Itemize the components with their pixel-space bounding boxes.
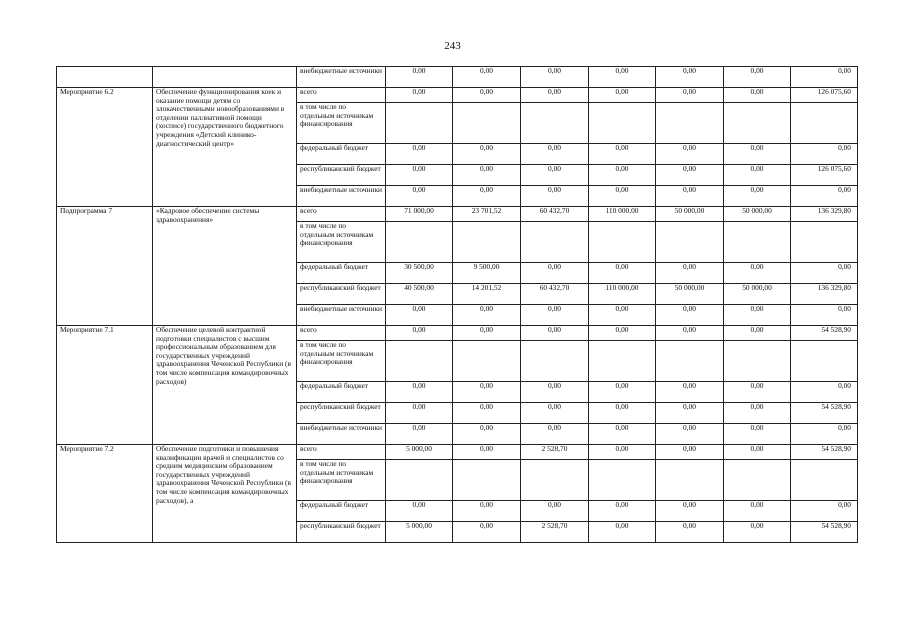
value-cell: 0,00 (386, 382, 453, 403)
value-cell: 50 000,00 (656, 284, 724, 305)
value-cell: 0,00 (589, 88, 656, 103)
funding-source-cell: внебюджетные источники (297, 186, 386, 207)
value-cell: 0,00 (521, 67, 589, 88)
value-cell: 0,00 (453, 67, 521, 88)
value-cell: 0,00 (656, 67, 724, 88)
value-cell: 0,00 (453, 501, 521, 522)
value-cell: 0,00 (724, 305, 791, 326)
value-cell (724, 341, 791, 382)
value-cell: 0,00 (724, 186, 791, 207)
value-cell: 0,00 (791, 501, 858, 522)
value-cell: 0,00 (386, 144, 453, 165)
value-cell: 0,00 (724, 382, 791, 403)
value-cell (589, 222, 656, 263)
value-cell (521, 103, 589, 144)
value-cell (453, 341, 521, 382)
value-cell: 0,00 (724, 522, 791, 543)
program-cell: Мероприятие 7.1 (57, 326, 153, 445)
description-cell: Обеспечение целевой контрактной подготовки специалистов с высшим профессиональным образованием для государственных учреждений здравоохранения Чеченской Республики (в том числе компенсация командировочных расходов) (153, 326, 297, 445)
value-cell: 0,00 (791, 186, 858, 207)
value-cell: 0,00 (589, 326, 656, 341)
description-cell: «Кадровое обеспечение системы здравоохранения» (153, 207, 297, 326)
value-cell (656, 103, 724, 144)
value-cell (521, 460, 589, 501)
value-cell (791, 222, 858, 263)
value-cell: 0,00 (453, 144, 521, 165)
funding-source-cell: всего (297, 445, 386, 460)
value-cell: 0,00 (724, 263, 791, 284)
value-cell: 0,00 (656, 326, 724, 341)
value-cell (386, 341, 453, 382)
funding-source-cell: в том числе по отдельным источникам финансирования (297, 341, 386, 382)
value-cell (656, 222, 724, 263)
value-cell (386, 460, 453, 501)
value-cell: 0,00 (724, 88, 791, 103)
value-cell: 0,00 (656, 424, 724, 445)
value-cell: 14 201,52 (453, 284, 521, 305)
value-cell (656, 341, 724, 382)
table-row (57, 445, 858, 460)
value-cell (724, 103, 791, 144)
value-cell: 0,00 (589, 424, 656, 445)
funding-source-cell: в том числе по отдельным источникам финансирования (297, 460, 386, 501)
value-cell: 0,00 (521, 424, 589, 445)
value-cell: 126 075,60 (791, 165, 858, 186)
value-cell: 0,00 (386, 186, 453, 207)
funding-source-cell: внебюджетные источники (297, 67, 386, 88)
value-cell: 0,00 (521, 144, 589, 165)
funding-source-cell: федеральный бюджет (297, 263, 386, 284)
budget-table (56, 66, 858, 543)
value-cell: 54 528,90 (791, 522, 858, 543)
value-cell (521, 341, 589, 382)
value-cell: 136 329,80 (791, 284, 858, 305)
value-cell: 0,00 (386, 326, 453, 341)
value-cell: 0,00 (724, 165, 791, 186)
value-cell (589, 103, 656, 144)
funding-source-cell: всего (297, 88, 386, 103)
value-cell: 0,00 (656, 522, 724, 543)
table-row (57, 326, 858, 341)
value-cell: 30 500,00 (386, 263, 453, 284)
value-cell: 0,00 (386, 501, 453, 522)
value-cell (724, 222, 791, 263)
value-cell: 0,00 (656, 263, 724, 284)
value-cell: 0,00 (791, 424, 858, 445)
value-cell: 0,00 (521, 305, 589, 326)
value-cell: 0,00 (453, 445, 521, 460)
value-cell: 5 000,00 (386, 522, 453, 543)
value-cell: 50 000,00 (724, 284, 791, 305)
value-cell: 0,00 (589, 165, 656, 186)
value-cell: 0,00 (521, 165, 589, 186)
value-cell (791, 341, 858, 382)
value-cell: 0,00 (453, 382, 521, 403)
funding-source-cell: республиканский бюджет (297, 284, 386, 305)
value-cell: 0,00 (453, 424, 521, 445)
table-row (57, 207, 858, 222)
value-cell: 0,00 (791, 67, 858, 88)
value-cell (589, 460, 656, 501)
value-cell: 0,00 (656, 144, 724, 165)
funding-source-cell: федеральный бюджет (297, 382, 386, 403)
funding-source-cell: республиканский бюджет (297, 165, 386, 186)
value-cell: 0,00 (521, 88, 589, 103)
value-cell: 0,00 (589, 144, 656, 165)
value-cell: 0,00 (724, 144, 791, 165)
value-cell: 9 500,00 (453, 263, 521, 284)
program-cell: Подпрограмма 7 (57, 207, 153, 326)
program-cell (57, 67, 153, 88)
value-cell: 0,00 (453, 305, 521, 326)
value-cell (453, 103, 521, 144)
value-cell: 0,00 (656, 186, 724, 207)
value-cell: 0,00 (724, 445, 791, 460)
value-cell: 0,00 (589, 501, 656, 522)
value-cell: 0,00 (791, 382, 858, 403)
value-cell: 0,00 (656, 305, 724, 326)
value-cell (453, 222, 521, 263)
value-cell: 60 432,70 (521, 207, 589, 222)
value-cell: 110 000,00 (589, 284, 656, 305)
funding-source-cell: в том числе по отдельным источникам финансирования (297, 103, 386, 144)
value-cell: 0,00 (521, 186, 589, 207)
value-cell: 0,00 (791, 144, 858, 165)
funding-source-cell: республиканский бюджет (297, 403, 386, 424)
value-cell: 0,00 (589, 382, 656, 403)
funding-source-cell: федеральный бюджет (297, 144, 386, 165)
description-cell: Обеспечение подготовки и повышения квалификации врачей и специалистов со средним медицинским образованием государственных учреждений здравоохранения Чеченской Республики (в том числе компенсация командировочных расходов), а (153, 445, 297, 543)
value-cell: 126 075,60 (791, 88, 858, 103)
value-cell: 54 528,90 (791, 326, 858, 341)
value-cell: 23 701,52 (453, 207, 521, 222)
value-cell (521, 222, 589, 263)
funding-source-cell: всего (297, 207, 386, 222)
value-cell (791, 103, 858, 144)
value-cell: 0,00 (386, 424, 453, 445)
funding-source-cell: внебюджетные источники (297, 424, 386, 445)
value-cell (589, 341, 656, 382)
description-cell (153, 67, 297, 88)
value-cell: 136 329,80 (791, 207, 858, 222)
value-cell: 0,00 (521, 382, 589, 403)
value-cell: 50 000,00 (656, 207, 724, 222)
program-cell: Мероприятие 6.2 (57, 88, 153, 207)
funding-source-cell: всего (297, 326, 386, 341)
value-cell: 0,00 (521, 326, 589, 341)
value-cell: 0,00 (656, 88, 724, 103)
value-cell: 50 000,00 (724, 207, 791, 222)
value-cell: 0,00 (453, 326, 521, 341)
value-cell: 2 528,70 (521, 522, 589, 543)
value-cell: 0,00 (791, 305, 858, 326)
value-cell: 0,00 (453, 88, 521, 103)
funding-source-cell: в том числе по отдельным источникам финансирования (297, 222, 386, 263)
value-cell: 110 000,00 (589, 207, 656, 222)
description-cell: Обеспечение функционирования коек и оказание помощи детям со злокачественными новообразованиями в отделении паллиативной помощи (хосписе) государственного бюджетного учреждения «Детский клинико-диагностический центр» (153, 88, 297, 207)
value-cell: 5 000,00 (386, 445, 453, 460)
value-cell: 54 528,90 (791, 445, 858, 460)
value-cell: 0,00 (521, 403, 589, 424)
value-cell: 60 432,70 (521, 284, 589, 305)
value-cell: 0,00 (656, 445, 724, 460)
value-cell: 0,00 (791, 263, 858, 284)
value-cell (724, 460, 791, 501)
program-cell: Мероприятие 7.2 (57, 445, 153, 543)
value-cell: 0,00 (656, 403, 724, 424)
value-cell: 0,00 (453, 403, 521, 424)
value-cell: 71 000,00 (386, 207, 453, 222)
value-cell: 0,00 (453, 186, 521, 207)
value-cell: 0,00 (386, 88, 453, 103)
value-cell: 0,00 (386, 67, 453, 88)
value-cell: 0,00 (589, 522, 656, 543)
value-cell (791, 460, 858, 501)
value-cell: 0,00 (656, 501, 724, 522)
funding-source-cell: республиканский бюджет (297, 522, 386, 543)
value-cell (656, 460, 724, 501)
value-cell: 40 500,00 (386, 284, 453, 305)
value-cell: 0,00 (724, 403, 791, 424)
value-cell: 0,00 (724, 424, 791, 445)
value-cell: 0,00 (453, 522, 521, 543)
value-cell: 0,00 (589, 403, 656, 424)
value-cell: 0,00 (724, 501, 791, 522)
value-cell: 0,00 (386, 165, 453, 186)
value-cell: 0,00 (521, 501, 589, 522)
table-row (57, 67, 858, 88)
table-row (57, 88, 858, 103)
value-cell: 0,00 (656, 165, 724, 186)
value-cell: 0,00 (724, 326, 791, 341)
value-cell: 0,00 (589, 263, 656, 284)
value-cell: 0,00 (386, 305, 453, 326)
funding-source-cell: внебюджетные источники (297, 305, 386, 326)
value-cell: 54 528,90 (791, 403, 858, 424)
value-cell: 0,00 (453, 165, 521, 186)
value-cell: 0,00 (386, 403, 453, 424)
page-number: 243 (444, 40, 461, 52)
value-cell: 0,00 (589, 186, 656, 207)
value-cell: 0,00 (521, 263, 589, 284)
value-cell: 0,00 (589, 67, 656, 88)
value-cell: 2 528,70 (521, 445, 589, 460)
value-cell (386, 222, 453, 263)
value-cell: 0,00 (724, 67, 791, 88)
funding-source-cell: федеральный бюджет (297, 501, 386, 522)
value-cell (453, 460, 521, 501)
value-cell: 0,00 (589, 445, 656, 460)
value-cell (386, 103, 453, 144)
value-cell: 0,00 (656, 382, 724, 403)
value-cell: 0,00 (589, 305, 656, 326)
